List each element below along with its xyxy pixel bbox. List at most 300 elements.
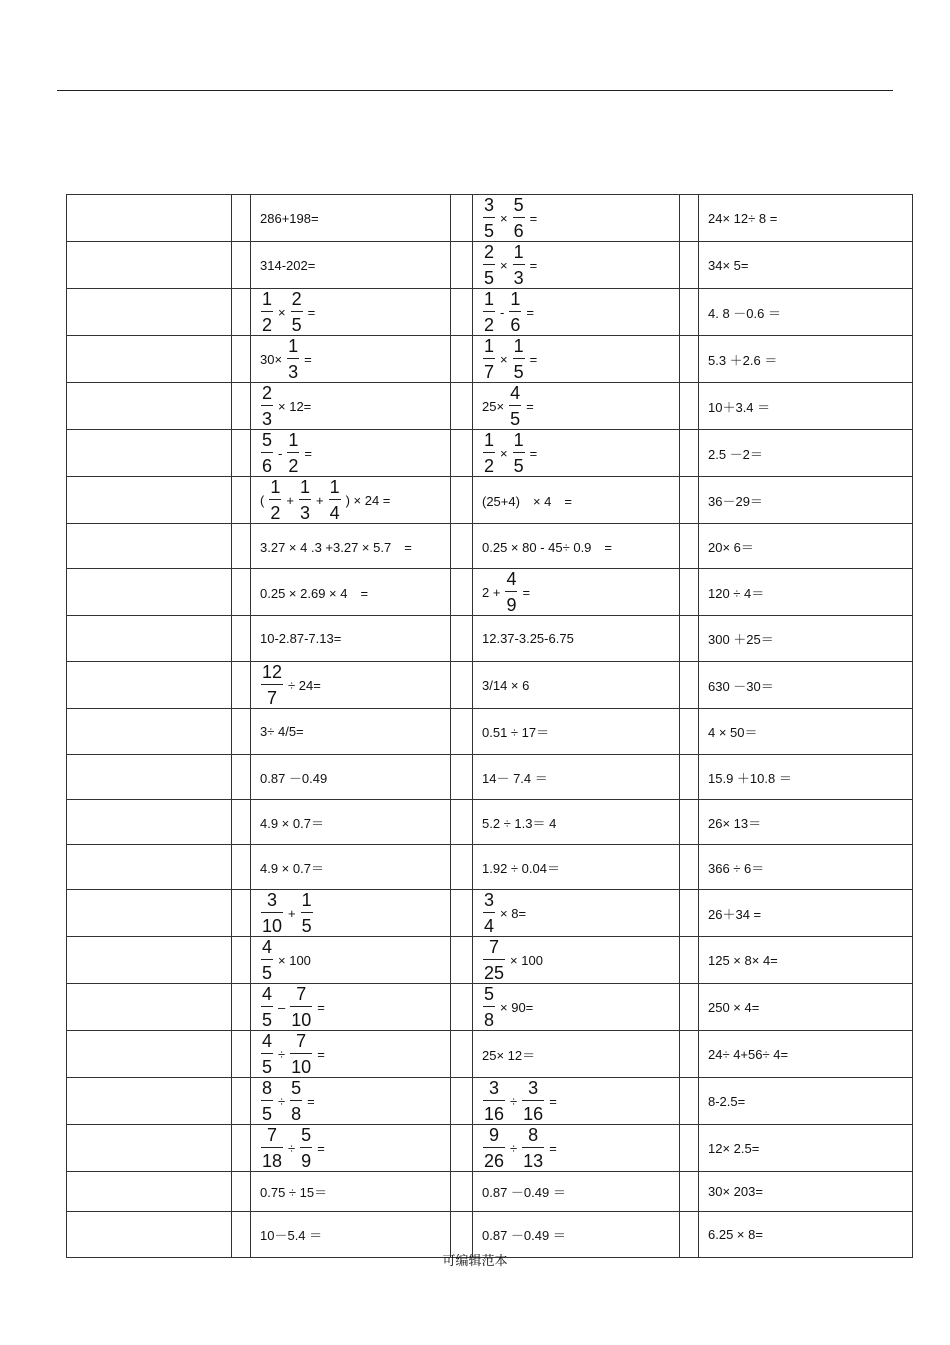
- fraction-numerator: 7: [267, 1125, 278, 1145]
- problem-cell: [699, 1172, 913, 1212]
- expression-text: 10－5.4 ＝: [260, 1228, 323, 1243]
- fraction-bar: [261, 1006, 273, 1007]
- problem-cell: [699, 709, 913, 755]
- fraction-bar: [483, 1100, 505, 1101]
- fraction-numerator: 8: [528, 1125, 539, 1145]
- problem-cell: [473, 195, 680, 242]
- expression-text: 4.9 × 0.7＝: [260, 860, 324, 876]
- problem-cell: [699, 937, 913, 984]
- expression-text: 8-2.5=: [708, 1093, 746, 1109]
- problem-cell: [699, 845, 913, 890]
- expression-text: 4.9 × 0.7＝: [260, 815, 324, 831]
- expression-text: -: [278, 445, 283, 461]
- blank-cell: [680, 524, 699, 569]
- fraction: [290, 984, 312, 1030]
- fraction-denominator: 2: [484, 315, 495, 335]
- blank-cell: [67, 1031, 232, 1078]
- blank-cell: [451, 662, 473, 709]
- fraction: [287, 336, 299, 382]
- fraction: [483, 430, 495, 476]
- blank-cell: [451, 242, 473, 289]
- expression-text: ×: [500, 210, 508, 226]
- problem-cell: [251, 709, 451, 755]
- fraction-denominator: 5: [262, 1010, 273, 1030]
- blank-cell: [232, 616, 251, 662]
- problem-expression: [473, 289, 679, 335]
- problem-expression: [699, 350, 912, 369]
- problem-expression: [251, 537, 450, 556]
- problem-expression: [699, 397, 912, 416]
- fraction-denominator: 4: [484, 916, 495, 936]
- problem-cell: [473, 616, 680, 662]
- fraction-bar: [513, 217, 525, 218]
- fraction: [483, 336, 495, 382]
- problem-cell: [251, 984, 451, 1031]
- fraction-bar: [261, 405, 273, 406]
- table-row: [67, 195, 913, 242]
- expression-text: =: [522, 584, 531, 600]
- problem-cell: [251, 800, 451, 845]
- header-rule: [57, 90, 893, 91]
- fraction-numerator: 9: [489, 1125, 500, 1145]
- problem-expression: [251, 1182, 450, 1201]
- problem-expression: [473, 813, 679, 832]
- problem-cell: [251, 755, 451, 800]
- expression-text: +: [286, 492, 294, 508]
- fraction: [483, 890, 495, 936]
- expression-text: 250 × 4=: [708, 999, 760, 1015]
- expression-text: =: [529, 445, 538, 461]
- fraction: [483, 242, 495, 288]
- fraction-denominator: 5: [301, 916, 312, 936]
- problem-cell: [699, 524, 913, 569]
- table-row: [67, 383, 913, 430]
- blank-cell: [232, 800, 251, 845]
- fraction-denominator: 3: [288, 362, 299, 382]
- fraction-numerator: 1: [329, 477, 340, 497]
- blank-cell: [232, 477, 251, 524]
- fraction-bar: [301, 912, 313, 913]
- problem-expression: [473, 1125, 679, 1171]
- fraction-denominator: 9: [506, 595, 517, 615]
- blank-cell: [451, 800, 473, 845]
- blank-cell: [67, 616, 232, 662]
- problem-expression: [699, 491, 912, 510]
- expression-text: × 100: [278, 952, 311, 968]
- blank-cell: [680, 755, 699, 800]
- blank-cell: [67, 430, 232, 477]
- expression-text: 286+198=: [260, 210, 319, 226]
- problem-expression: [699, 1227, 912, 1242]
- blank-cell: [451, 755, 473, 800]
- problem-cell: [251, 1172, 451, 1212]
- expression-text: 25× 12＝: [482, 1047, 536, 1063]
- expression-text: 5.2 ÷ 1.3＝ 4: [482, 815, 557, 831]
- table-row: [67, 662, 913, 709]
- fraction: [261, 430, 273, 476]
- fraction-numerator: 2: [484, 242, 495, 262]
- expression-text: =: [304, 445, 312, 461]
- fraction-denominator: 16: [523, 1104, 544, 1124]
- blank-cell: [67, 242, 232, 289]
- problem-expression: [251, 768, 450, 787]
- blank-cell: [232, 383, 251, 430]
- problem-cell: [473, 383, 680, 430]
- problem-expression: [473, 491, 679, 510]
- blank-cell: [451, 890, 473, 937]
- fraction-denominator: 5: [513, 362, 524, 382]
- problem-cell: [699, 1031, 913, 1078]
- problem-expression: [699, 303, 912, 322]
- worksheet-table: [66, 194, 913, 1258]
- problem-cell: [251, 524, 451, 569]
- problem-expression: [251, 724, 450, 739]
- blank-cell: [232, 1172, 251, 1212]
- blank-cell: [451, 524, 473, 569]
- fraction: [261, 890, 283, 936]
- fraction-bar: [483, 358, 495, 359]
- blank-cell: [680, 845, 699, 890]
- blank-cell: [67, 524, 232, 569]
- expression-text: =: [304, 351, 312, 367]
- problem-cell: [699, 984, 913, 1031]
- expression-text: 2 +: [482, 584, 501, 600]
- fraction: [287, 430, 299, 476]
- blank-cell: [67, 755, 232, 800]
- problem-cell: [251, 430, 451, 477]
- expression-text: ×: [278, 304, 286, 320]
- blank-cell: [451, 336, 473, 383]
- fraction: [505, 569, 517, 615]
- table-row: [67, 1125, 913, 1172]
- fraction: [261, 383, 273, 429]
- expression-text: 24÷ 4+56÷ 4=: [708, 1046, 789, 1062]
- problem-cell: [699, 383, 913, 430]
- fraction-denominator: 5: [484, 268, 495, 288]
- fraction: [300, 1125, 312, 1171]
- fraction-bar: [290, 1053, 312, 1054]
- expression-text: × 100: [510, 952, 543, 968]
- blank-cell: [451, 569, 473, 616]
- problem-cell: [699, 616, 913, 662]
- fraction-bar: [261, 684, 283, 685]
- problem-cell: [251, 616, 451, 662]
- table-row: [67, 937, 913, 984]
- blank-cell: [451, 289, 473, 336]
- fraction-bar: [483, 452, 495, 453]
- fraction-bar: [261, 452, 273, 453]
- fraction-denominator: 6: [513, 221, 524, 241]
- blank-cell: [680, 1172, 699, 1212]
- fraction-bar: [509, 405, 521, 406]
- problem-expression: [251, 662, 450, 708]
- blank-cell: [680, 195, 699, 242]
- fraction-bar: [483, 1147, 505, 1148]
- fraction-numerator: 3: [484, 890, 495, 910]
- expression-text: 4 × 50＝: [708, 725, 758, 740]
- blank-cell: [451, 1172, 473, 1212]
- problem-cell: [473, 1031, 680, 1078]
- fraction: [483, 1125, 505, 1171]
- problem-cell: [699, 289, 913, 336]
- expression-text: 0.51 ÷ 17＝: [482, 725, 550, 740]
- blank-cell: [451, 383, 473, 430]
- expression-text: ) × 24 =: [345, 492, 391, 508]
- blank-cell: [680, 709, 699, 755]
- blank-cell: [451, 845, 473, 890]
- blank-cell: [67, 289, 232, 336]
- fraction-numerator: 1: [270, 477, 281, 497]
- expression-text: 3÷ 4/5=: [260, 724, 304, 739]
- problem-cell: [251, 1125, 451, 1172]
- blank-cell: [67, 195, 232, 242]
- table-row: [67, 569, 913, 616]
- fraction-numerator: 7: [296, 984, 307, 1004]
- expression-text: 30× 203=: [708, 1184, 763, 1199]
- fraction-numerator: 1: [513, 430, 524, 450]
- fraction-numerator: 2: [291, 289, 302, 309]
- problem-cell: [473, 569, 680, 616]
- problem-expression: [473, 430, 679, 476]
- problem-cell: [473, 709, 680, 755]
- expression-text: ÷: [288, 1140, 296, 1156]
- expression-text: 1.92 ÷ 0.04＝: [482, 860, 560, 876]
- fraction: [483, 937, 505, 983]
- fraction-denominator: 3: [299, 503, 310, 523]
- problem-cell: [251, 336, 451, 383]
- blank-cell: [67, 984, 232, 1031]
- fraction: [261, 1031, 273, 1077]
- blank-cell: [451, 195, 473, 242]
- blank-cell: [680, 569, 699, 616]
- expression-text: 14－ 7.4 ＝: [482, 770, 548, 786]
- blank-cell: [451, 1031, 473, 1078]
- fraction-numerator: 4: [506, 569, 517, 589]
- fraction-numerator: 1: [513, 336, 524, 356]
- expression-text: 314-202=: [260, 257, 316, 273]
- fraction-numerator: 7: [296, 1031, 307, 1051]
- fraction-bar: [261, 1053, 273, 1054]
- blank-cell: [67, 1172, 232, 1212]
- fraction-denominator: 2: [484, 456, 495, 476]
- blank-cell: [67, 937, 232, 984]
- fraction: [261, 289, 273, 335]
- problem-expression: [473, 569, 679, 615]
- expression-text: 15.9 ＋10.8 ＝: [708, 770, 792, 786]
- expression-text: 34× 5=: [708, 257, 749, 273]
- fraction-denominator: 2: [288, 456, 299, 476]
- problem-cell: [473, 1172, 680, 1212]
- blank-cell: [232, 984, 251, 1031]
- expression-text: 366 ÷ 6＝: [708, 860, 765, 876]
- problem-cell: [473, 1078, 680, 1125]
- fraction-denominator: 5: [262, 1057, 273, 1077]
- fraction-bar: [483, 959, 505, 960]
- expression-text: +: [315, 492, 324, 508]
- fraction-bar: [300, 1147, 312, 1148]
- problem-expression: [473, 1225, 679, 1244]
- expression-text: 2.5 －2＝: [708, 446, 763, 462]
- problem-cell: [473, 289, 680, 336]
- fraction-numerator: 3: [528, 1078, 539, 1098]
- fraction-bar: [522, 1147, 544, 1148]
- fraction-denominator: 5: [262, 1104, 273, 1124]
- fraction-numerator: 4: [262, 984, 273, 1004]
- problem-expression: [699, 211, 912, 226]
- problem-expression: [473, 195, 679, 241]
- fraction-numerator: 5: [262, 430, 273, 450]
- problem-expression: [473, 537, 679, 556]
- table-row: [67, 1031, 913, 1078]
- problem-cell: [699, 336, 913, 383]
- blank-cell: [232, 524, 251, 569]
- blank-cell: [451, 1078, 473, 1125]
- fraction-denominator: 10: [291, 1057, 312, 1077]
- blank-cell: [680, 890, 699, 937]
- problem-cell: [473, 984, 680, 1031]
- blank-cell: [451, 616, 473, 662]
- table-row: [67, 755, 913, 800]
- fraction-denominator: 7: [267, 688, 278, 708]
- expression-text: 36－29＝: [708, 493, 763, 509]
- problem-expression: [699, 1141, 912, 1156]
- fraction: [509, 289, 521, 335]
- problem-cell: [473, 336, 680, 383]
- problem-cell: [473, 662, 680, 709]
- blank-cell: [67, 383, 232, 430]
- fraction: [291, 289, 303, 335]
- problem-expression: [699, 1184, 912, 1199]
- fraction-numerator: 5: [513, 195, 524, 215]
- table-row: [67, 845, 913, 890]
- table-row: [67, 890, 913, 937]
- expression-text: –: [278, 999, 286, 1015]
- table-row: [67, 709, 913, 755]
- blank-cell: [451, 1125, 473, 1172]
- fraction: [329, 477, 341, 523]
- expression-text: 0.87 －0.49: [260, 770, 328, 786]
- problem-cell: [251, 937, 451, 984]
- blank-cell: [232, 890, 251, 937]
- problem-cell: [699, 477, 913, 524]
- problem-expression: [473, 937, 679, 983]
- expression-text: 0.75 ÷ 15＝: [260, 1185, 328, 1200]
- expression-text: ÷: [278, 1046, 286, 1062]
- table-row: [67, 242, 913, 289]
- problem-expression: [473, 242, 679, 288]
- expression-text: =: [307, 1093, 315, 1109]
- fraction-bar: [513, 358, 525, 359]
- problem-expression: [251, 1078, 450, 1124]
- problem-cell: [251, 1031, 451, 1078]
- expression-text: ×: [500, 257, 508, 273]
- problem-cell: [699, 242, 913, 289]
- fraction: [513, 242, 525, 288]
- fraction-bar: [483, 311, 495, 312]
- fraction-bar: [290, 1100, 302, 1101]
- problem-expression: [251, 1031, 450, 1077]
- expression-text: ×: [500, 445, 508, 461]
- expression-text: 30×: [260, 351, 283, 367]
- fraction-bar: [483, 264, 495, 265]
- expression-text: ÷ 24=: [288, 677, 321, 693]
- blank-cell: [232, 336, 251, 383]
- fraction-denominator: 25: [484, 963, 505, 983]
- fraction-denominator: 26: [484, 1151, 505, 1171]
- expression-text: ÷: [510, 1140, 518, 1156]
- problem-expression: [473, 768, 679, 787]
- problem-expression: [251, 289, 450, 335]
- blank-cell: [67, 1125, 232, 1172]
- problem-expression: [699, 858, 912, 877]
- blank-cell: [680, 662, 699, 709]
- problem-expression: [251, 1125, 450, 1171]
- table-row: [67, 1078, 913, 1125]
- problem-expression: [699, 537, 912, 556]
- fraction-denominator: 5: [262, 963, 273, 983]
- expression-text: =: [317, 1046, 325, 1062]
- expression-text: 12× 2.5=: [708, 1140, 760, 1156]
- table-row: [67, 289, 913, 336]
- fraction-denominator: 6: [510, 315, 521, 335]
- fraction-numerator: 1: [288, 336, 299, 356]
- problem-cell: [699, 569, 913, 616]
- fraction-bar: [513, 264, 525, 265]
- blank-cell: [680, 383, 699, 430]
- fraction-bar: [287, 358, 299, 359]
- fraction: [301, 890, 313, 936]
- problem-expression: [699, 583, 912, 602]
- problem-expression: [699, 629, 912, 648]
- problem-cell: [473, 845, 680, 890]
- problem-cell: [251, 289, 451, 336]
- fraction-numerator: 4: [262, 1031, 273, 1051]
- fraction-denominator: 6: [262, 456, 273, 476]
- fraction-denominator: 8: [484, 1010, 495, 1030]
- fraction-bar: [299, 499, 311, 500]
- problem-expression: [699, 813, 912, 832]
- fraction: [261, 662, 283, 708]
- table-row: [67, 430, 913, 477]
- fraction-denominator: 9: [301, 1151, 312, 1171]
- worksheet-body: [67, 195, 913, 1258]
- expression-text: 0.87 －0.49 ＝: [482, 1185, 566, 1200]
- fraction-denominator: 5: [510, 409, 521, 429]
- table-row: [67, 524, 913, 569]
- fraction-numerator: 4: [510, 383, 521, 403]
- fraction-bar: [261, 912, 283, 913]
- problem-cell: [473, 755, 680, 800]
- problem-expression: [473, 890, 679, 936]
- fraction-denominator: 2: [270, 503, 281, 523]
- problem-expression: [699, 1047, 912, 1062]
- blank-cell: [232, 755, 251, 800]
- expression-text: ×: [500, 351, 508, 367]
- fraction-numerator: 8: [262, 1078, 273, 1098]
- fraction-numerator: 5: [484, 984, 495, 1004]
- expression-text: 26× 13＝: [708, 815, 762, 831]
- problem-cell: [473, 1125, 680, 1172]
- fraction: [261, 937, 273, 983]
- expression-text: × 8=: [500, 905, 527, 921]
- blank-cell: [451, 430, 473, 477]
- problem-expression: [699, 904, 912, 923]
- fraction-numerator: 1: [484, 336, 495, 356]
- problem-cell: [473, 800, 680, 845]
- problem-cell: [473, 890, 680, 937]
- fraction-bar: [290, 1006, 312, 1007]
- problem-expression: [699, 768, 912, 787]
